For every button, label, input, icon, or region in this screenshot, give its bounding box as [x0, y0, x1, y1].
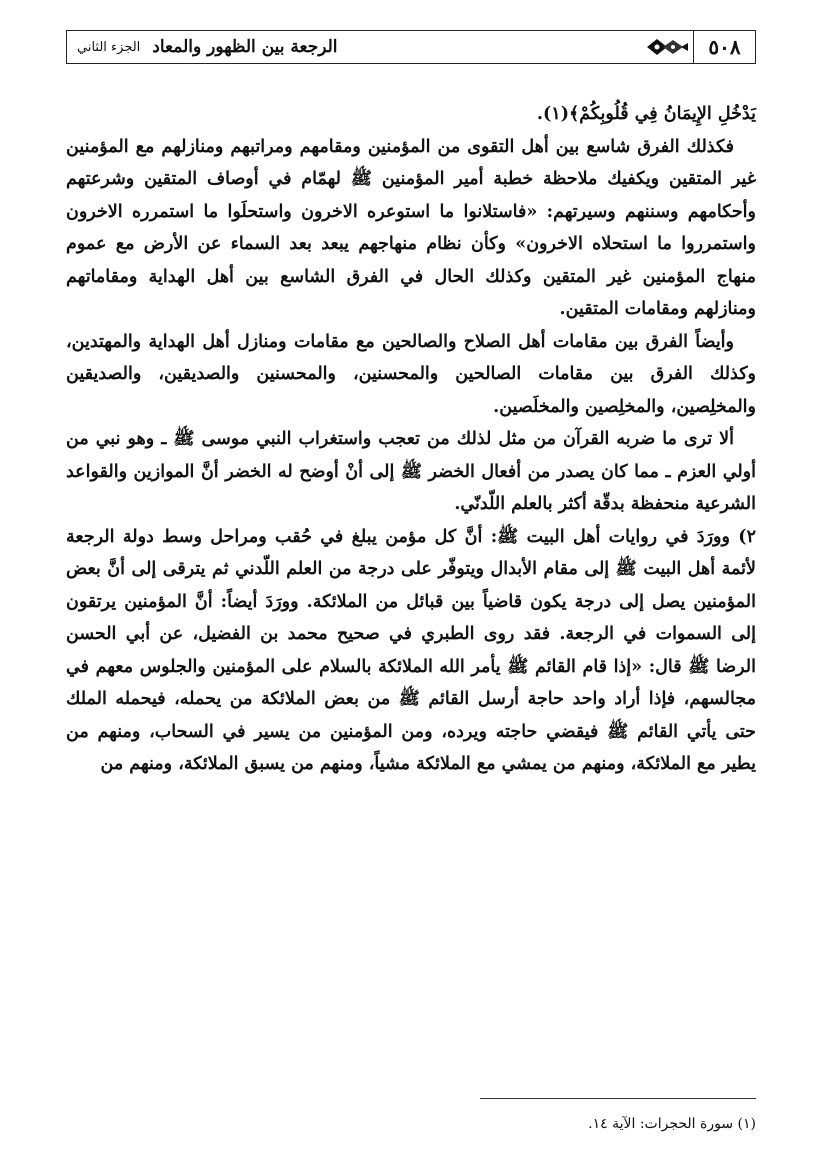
page-number: ٥٠٨ [693, 31, 755, 63]
paragraph-point-two: ٢) وورَدَ في روايات أهل البيت ﷺ: أنَّ كل مؤمن يبلغ في حُقب ومراحل وسط دولة الرجعة لأئمة أهل البيت ﷺ إلى مقام الأبدال ويتوفّر على درجة من العلم اللّدني ثم يترقى إلى أنَّ بعض المؤمنين يصل إلى درجة يكون قاضياً بين قبائل من الملائكة. وورَدَ أيضاً: أنَّ المؤمنين يرتقون إلى السموات في الرجعة. فقد روى الطبري في صحيح محمد بن الفضيل، عن أبي الحسن الرضا ﷺ قال: «إذا قام القائم ﷺ يأمر الله الملائكة بالسلام على المؤمنين والجلوس معهم في مجالسهم، فإذا أراد واحد حاجة أرسل القائم ﷺ من بعض الملائكة من يحمله، فيحمله الملك حتى يأتي القائم ﷺ فيقضي حاجته ويرده، ومن المؤمنين من يسير في السحاب، ومنهم من يطير مع الملائكة، ومنهم من يمشي مع الملائكة مشياً، ومنهم من يسبق الملائكة، ومنهم من [66, 526, 756, 774]
volume-label: الجزء الثاني [77, 39, 141, 55]
running-header [66, 30, 756, 64]
ornament-icon [641, 31, 693, 63]
paragraph-verse-end: يَدْخُلِ الإِيمَانُ فِي قُلُوبِكُمْ﴾(١). [536, 104, 756, 124]
book-title: الرجعة بين الظهور والمعاد [152, 37, 338, 57]
paragraph-taqwa: فكذلك الفرق شاسع بين أهل التقوى من المؤمنين ومقامهم ومراتبهم ومنازلهم مع المؤمنين غير المتقين ويكفيك ملاحظة خطبة أمير المؤمنين ﷺ لهمّام في أوصاف المتقين وشرعتهم وأحكامهم وسننهم وسيرتهم: «فاستلانوا ما استوعره الاخرون واستحلَوا ما استمرره الاخرون واستمرروا ما استحلاه الاخرون» وكأن نظام منهاجهم يبعد بعد السماء عن الأرض مع عموم منهاج المؤمنين غير المتقين وكذلك الحال في الفرق الشاسع بين أهل الهداية ومقاماتهم ومنازلهم ومقامات المتقين. [66, 136, 756, 319]
paragraph-salah: وأيضاً الفرق بين مقامات أهل الصلاح والصالحين مع مقامات ومنازل أهل الهداية والمهتدين، وكذلك الفرق بين مقامات الصالحين والمحسنين، والمحسنين والصديقين، والصديقين والمخلِصين، والمخلِصين والمخلَصين. [66, 331, 756, 417]
ornament-graphic [645, 36, 689, 58]
paragraph-khidr: ألا ترى ما ضربه القرآن من مثل لذلك من تعجب واستغراب النبي موسى ﷺ ـ وهو نبي من أولي العزم ـ مما كان يصدر من أفعال الخضر ﷺ إلى أنْ أوضح له الخضر أنَّ الموازين والقواعد الشرعية منحفظة بدقّة أكثر بالعلم اللّدنّي. [66, 429, 756, 514]
footnote-divider [480, 1098, 756, 1099]
footnote: (١) سورة الحجرات: الآية ١٤. [588, 1116, 756, 1132]
main-text [66, 98, 756, 781]
running-title [67, 37, 641, 57]
